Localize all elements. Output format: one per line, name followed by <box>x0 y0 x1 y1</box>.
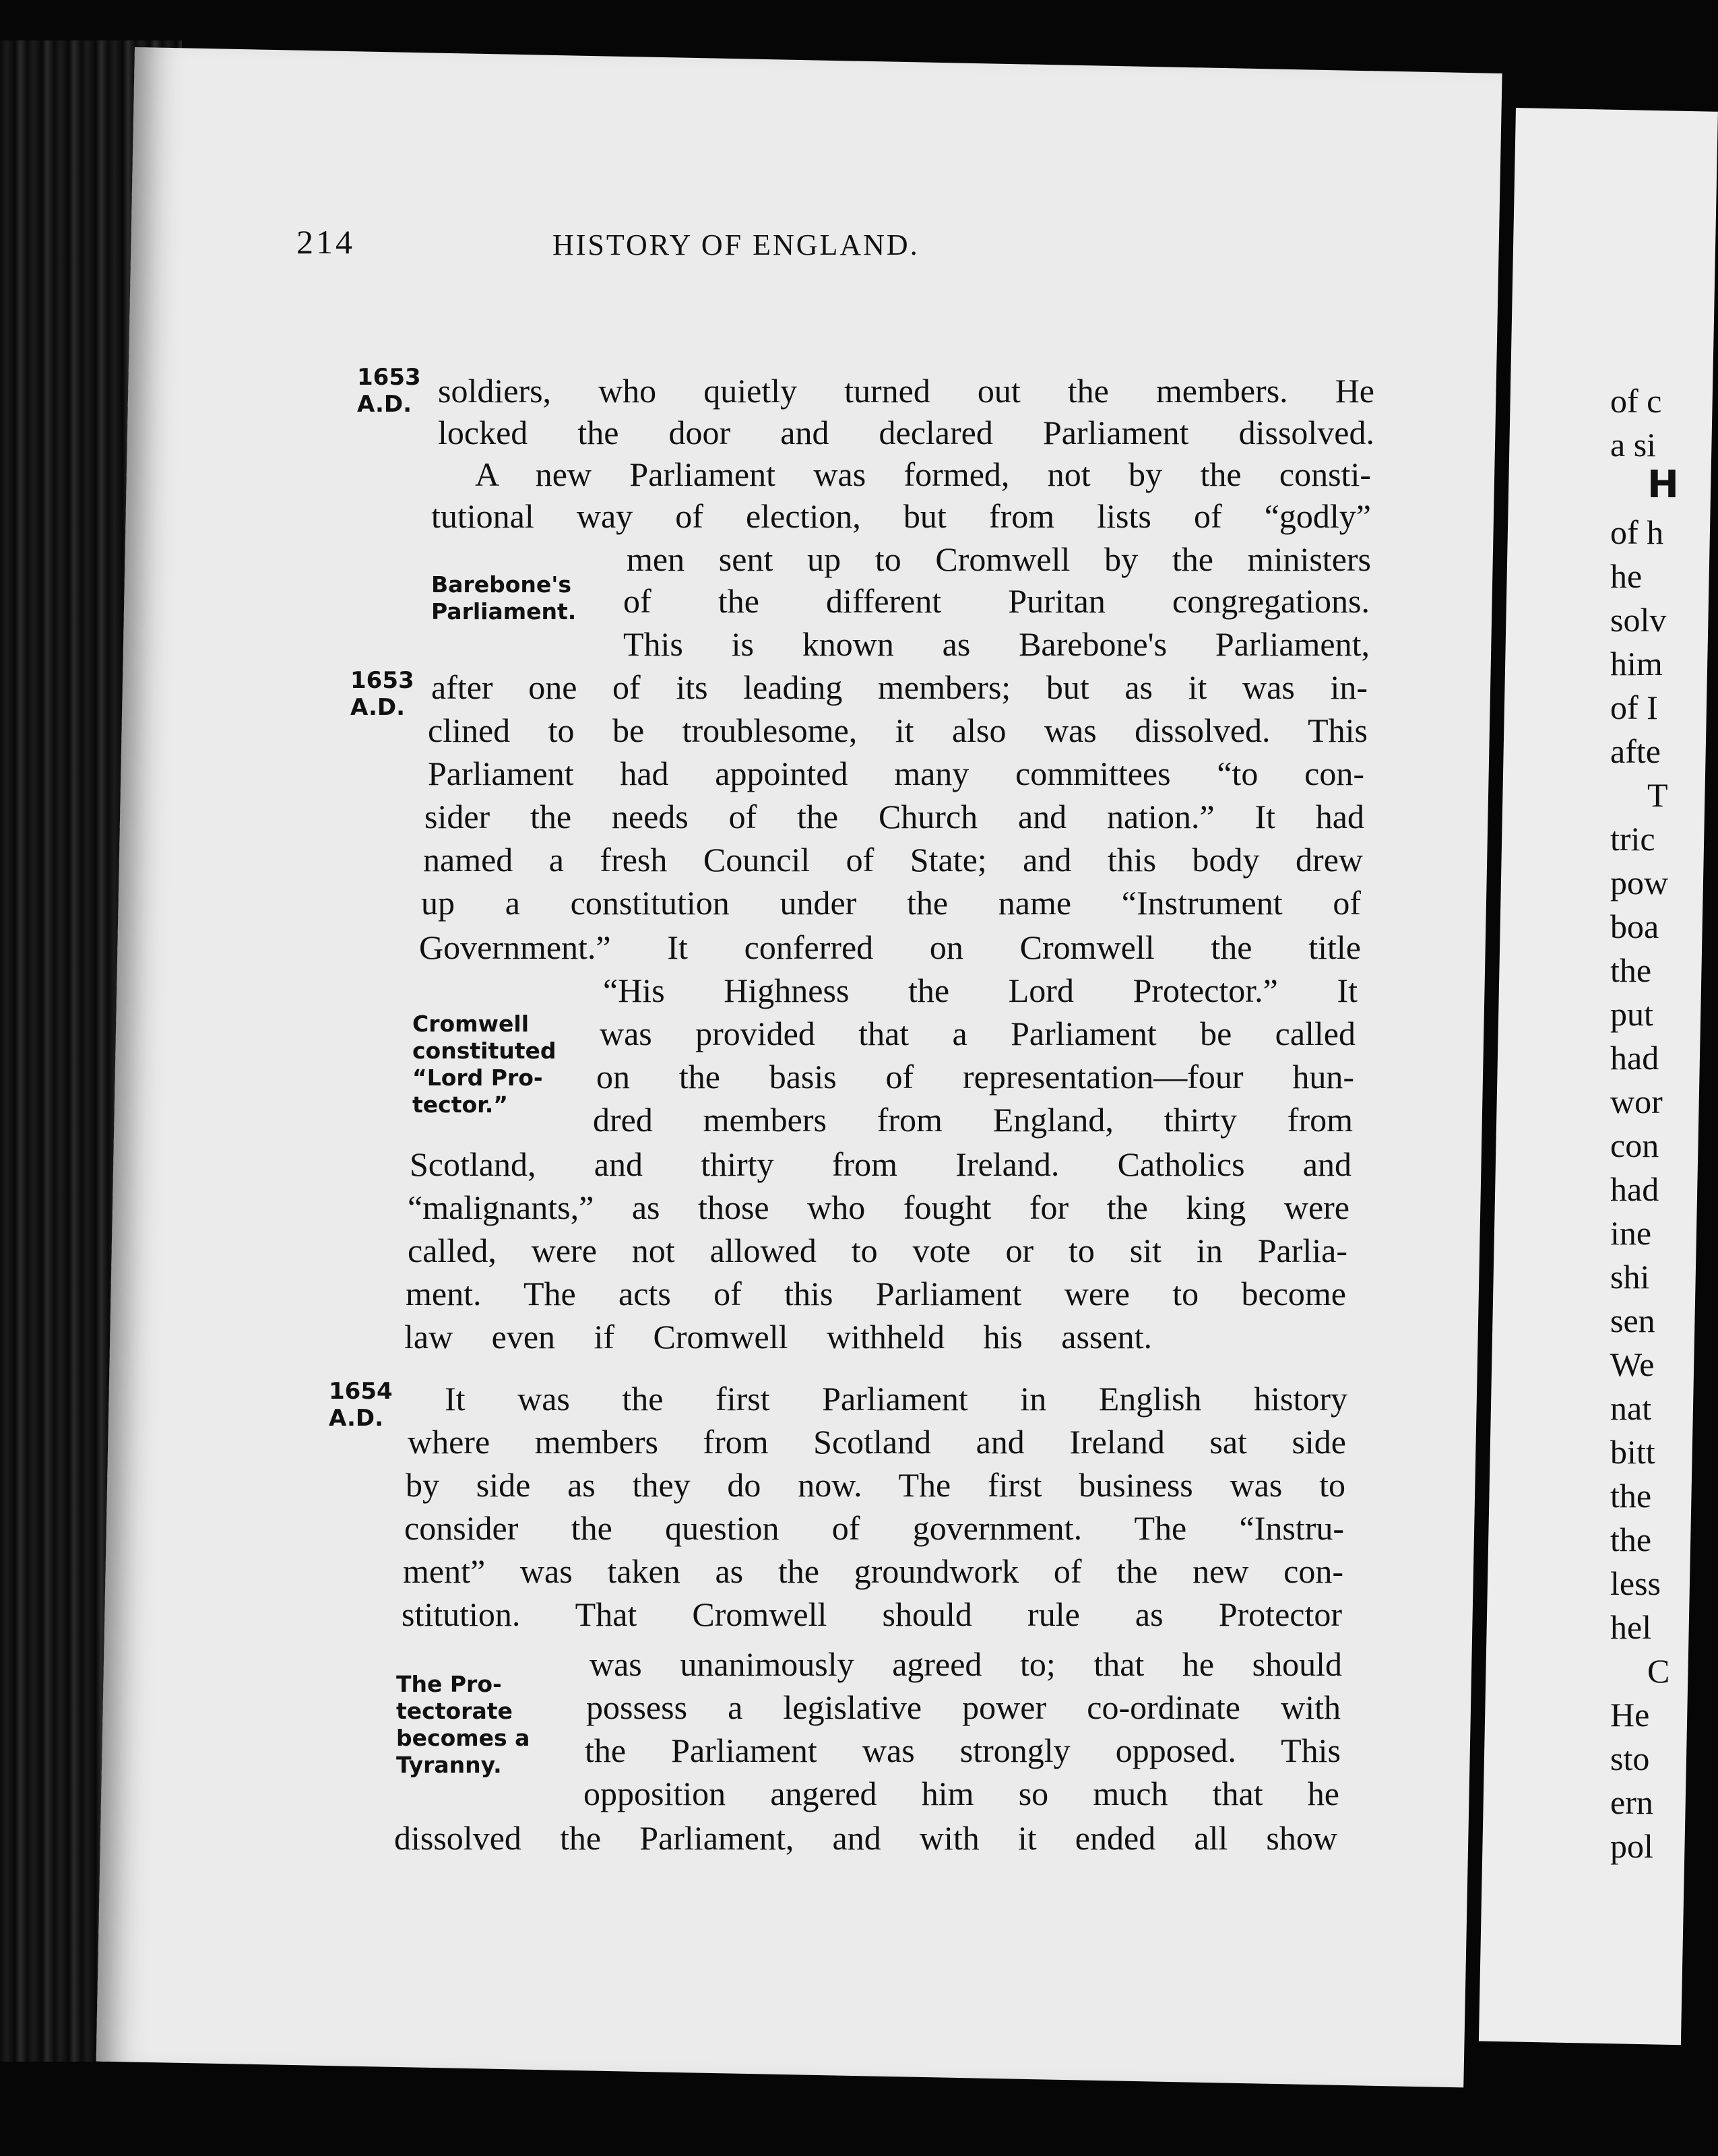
margin-note-protectorate-tyranny <box>396 1671 530 1779</box>
body-line: men sent up to Cromwell by the ministers <box>627 540 1371 578</box>
body-line: stitution. That Cromwell should rule as Protector <box>402 1595 1342 1633</box>
facing-page-fragment: bitt <box>1610 1433 1655 1471</box>
facing-page-fragment: sto <box>1610 1740 1650 1777</box>
date-era: A.D. <box>350 694 405 721</box>
body-line: dred members from England, thirty from <box>593 1101 1353 1139</box>
margin-note-barebones-parliament <box>431 571 576 625</box>
margin-note-lord-protector <box>412 1011 556 1118</box>
facing-page-fragment: C <box>1647 1652 1670 1690</box>
body-line: where members from Scotland and Ireland sat side <box>408 1423 1346 1461</box>
body-line: tutional way of election, but from lists of “godly” <box>431 497 1371 535</box>
date-year: 1653 <box>350 667 414 694</box>
body-line: by side as they do now. The first business was to <box>406 1466 1345 1504</box>
body-line: dissolved the Parliament, and with it ended all show <box>394 1819 1337 1857</box>
margin-note-line: The Pro- <box>396 1671 502 1697</box>
body-line: This is known as Barebone's Parliament, <box>623 625 1370 663</box>
margin-note-line: Cromwell <box>412 1011 530 1037</box>
facing-page-fragment: of h <box>1610 513 1664 551</box>
body-line: of the different Puritan congregations. <box>623 582 1370 620</box>
body-line: ment” was taken as the groundwork of the new con- <box>403 1552 1343 1590</box>
facing-page-fragment: put <box>1610 995 1653 1033</box>
body-line: Scotland, and thirty from Ireland. Catholics and <box>410 1145 1351 1183</box>
body-line: soldiers, who quietly turned out the members. He <box>438 372 1374 410</box>
facing-page-fragment: afte <box>1610 732 1661 770</box>
body-line: sider the needs of the Church and nation.” It had <box>424 798 1364 835</box>
date-year: 1654 <box>329 1378 393 1405</box>
date-era: A.D. <box>357 391 412 418</box>
facing-page-fragment: boa <box>1610 908 1659 945</box>
body-line: clined to be troublesome, it also was dissolved. This <box>428 711 1368 749</box>
body-line: ment. The acts of this Parliament were to become <box>406 1275 1346 1312</box>
body-line: the Parliament was strongly opposed. This <box>585 1732 1341 1769</box>
body-line: consider the question of government. The “Instru- <box>404 1509 1344 1547</box>
facing-page-fragment: shi <box>1610 1258 1650 1296</box>
facing-page-fragment: solv <box>1610 601 1667 639</box>
date-era: A.D. <box>329 1405 383 1432</box>
body-line: opposition angered him so much that he <box>583 1775 1339 1812</box>
margin-note-line: constituted <box>412 1038 556 1064</box>
facing-page-fragment: sen <box>1610 1302 1655 1339</box>
facing-page-fragment: him <box>1610 645 1663 683</box>
facing-page-fragment: H <box>1647 463 1679 507</box>
facing-page-fragment: con <box>1610 1127 1659 1164</box>
date-year: 1653 <box>357 364 421 391</box>
body-line: It was the first Parliament in English history <box>445 1380 1347 1418</box>
facing-page-fragment: We <box>1610 1345 1655 1383</box>
body-line: was provided that a Parliament be called <box>600 1015 1356 1052</box>
facing-page-fragment: ine <box>1610 1214 1652 1252</box>
body-line: “malignants,” as those who fought for the king were <box>408 1188 1349 1226</box>
margin-note-line: tectorate <box>396 1698 513 1724</box>
margin-note-line: “Lord Pro- <box>412 1065 543 1091</box>
body-line: A new Parliament was formed, not by the consti- <box>475 455 1371 493</box>
facing-page-fragment: He <box>1610 1696 1650 1734</box>
body-line: named a fresh Council of State; and this body drew <box>423 841 1363 879</box>
facing-page-fragment: pol <box>1610 1827 1653 1865</box>
facing-page-fragment: the <box>1610 1477 1652 1515</box>
body-line: “His Highness the Lord Protector.” It <box>603 972 1358 1009</box>
margin-note-line: Tyranny. <box>396 1752 502 1778</box>
facing-page-fragment: the <box>1610 1521 1652 1558</box>
body-line: locked the door and declared Parliament dissolved. <box>438 414 1374 451</box>
facing-page-fragment: pow <box>1610 864 1669 901</box>
margin-note-line: tector.” <box>412 1091 508 1118</box>
facing-page-fragment: T <box>1647 776 1668 814</box>
page-number: 214 <box>296 223 355 261</box>
facing-page-fragment: hel <box>1610 1608 1652 1646</box>
facing-page-fragment: had <box>1610 1039 1659 1077</box>
running-title: HISTORY OF ENGLAND. <box>552 228 920 261</box>
facing-page-fragment: nat <box>1610 1389 1652 1427</box>
facing-page-fragment: of I <box>1610 689 1658 726</box>
date-note <box>350 667 414 721</box>
body-line: called, were not allowed to vote or to sit in Parlia- <box>408 1232 1347 1269</box>
facing-page-fragment: he <box>1610 557 1643 595</box>
date-note <box>329 1378 393 1432</box>
body-line: after one of its leading members; but as it was in- <box>431 668 1368 706</box>
body-line: possess a legislative power co-ordinate with <box>586 1688 1341 1726</box>
body-line: Government.” It conferred on Cromwell the title <box>419 928 1361 966</box>
date-note <box>357 364 421 418</box>
facing-page-fragment: less <box>1610 1564 1661 1602</box>
body-line: Parliament had appointed many committees “to con- <box>428 755 1364 792</box>
facing-page-fragment: had <box>1610 1170 1659 1208</box>
facing-page-fragment: of c <box>1610 382 1662 420</box>
margin-note-line: Parliament. <box>431 598 577 625</box>
margin-note-line: becomes a <box>396 1725 530 1751</box>
margin-note-line: Barebone's <box>431 571 571 598</box>
facing-page-fragment: the <box>1610 951 1652 989</box>
facing-page-fragment: wor <box>1610 1083 1663 1120</box>
facing-page-fragment: a si <box>1610 426 1657 464</box>
body-line: up a constitution under the name “Instrument of <box>421 884 1361 922</box>
facing-page-fragment: tric <box>1610 820 1655 858</box>
body-line: on the basis of representation—four hun- <box>596 1058 1354 1096</box>
facing-page-fragment: ern <box>1610 1783 1653 1821</box>
body-line: was unanimously agreed to; that he should <box>590 1645 1342 1683</box>
body-line: law even if Cromwell withheld his assent. <box>404 1318 1152 1356</box>
